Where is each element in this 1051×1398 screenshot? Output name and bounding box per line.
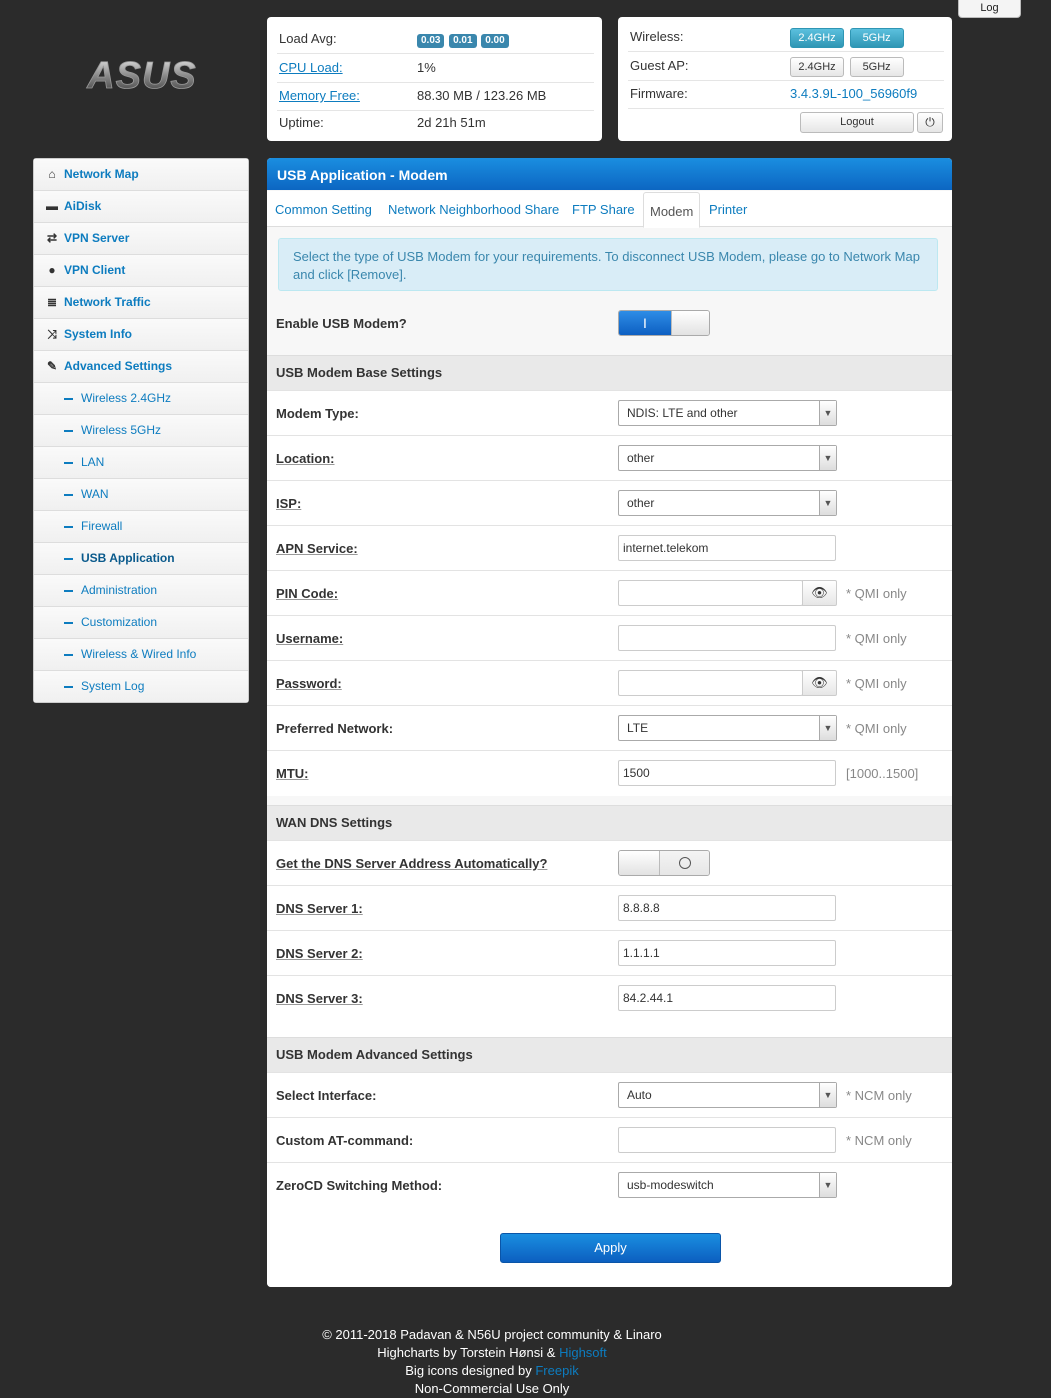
pin-row	[267, 570, 952, 616]
pin-hint: * QMI only	[846, 586, 907, 601]
password-label: Password:	[276, 676, 342, 691]
footer-license: Non-Commercial Use Only	[414, 1381, 570, 1396]
password-hint: * QMI only	[846, 676, 907, 691]
dash-icon	[64, 430, 73, 432]
asus-logo	[70, 55, 215, 105]
location-row	[267, 435, 952, 481]
pin-input[interactable]	[618, 580, 803, 606]
sidebar-item-system-info[interactable]: ⤨ System Info	[34, 319, 248, 351]
memory-row	[277, 82, 594, 111]
wireless-5-button[interactable]: 5GHz	[850, 28, 904, 48]
enable-usb-modem-row	[267, 301, 952, 346]
dash-icon	[64, 590, 73, 592]
isp-label: ISP:	[276, 496, 302, 511]
chevron-down-icon: ▼	[819, 716, 836, 740]
username-hint: * QMI only	[846, 631, 907, 646]
isp-select[interactable]: other ▼	[618, 490, 837, 516]
at-command-label: Custom AT-command:	[276, 1133, 414, 1148]
sidebar-item-network-traffic[interactable]: ≣ Network Traffic	[34, 287, 248, 319]
logout-button[interactable]: Logout	[800, 112, 914, 133]
sidebar-subitem-system-log[interactable]: System Log	[34, 671, 248, 702]
status-panel-wireless	[618, 17, 952, 141]
sidebar-item-network-map[interactable]: ⌂ Network Map	[34, 159, 248, 191]
firmware-row	[628, 80, 944, 109]
load-avg-row	[277, 25, 594, 54]
sidebar-subitem-wireless-wired-info[interactable]: Wireless & Wired Info	[34, 639, 248, 671]
cpu-load-link[interactable]: CPU Load:	[279, 60, 343, 75]
footer-icons: Big icons designed by	[405, 1363, 536, 1378]
off-circle-icon	[679, 857, 691, 869]
dash-icon	[64, 494, 73, 496]
show-password-button[interactable]	[802, 670, 837, 696]
dash-icon	[64, 526, 73, 528]
section-wan-dns: WAN DNS Settings	[267, 805, 952, 840]
guest-5-button[interactable]: 5GHz	[850, 57, 904, 77]
retweet-icon: ⇄	[46, 231, 58, 245]
page-title: USB Application - Modem	[267, 158, 952, 190]
freepik-link[interactable]: Freepik	[535, 1363, 579, 1378]
highsoft-link[interactable]: Highsoft	[559, 1345, 607, 1360]
apply-button[interactable]: Apply	[500, 1233, 721, 1263]
list-icon: ≣	[46, 295, 58, 309]
sidebar-item-aidisk[interactable]: ▬ AiDisk	[34, 191, 248, 223]
dns3-input[interactable]: 84.2.44.1	[618, 985, 836, 1011]
chevron-down-icon: ▼	[819, 1173, 836, 1197]
sidebar	[33, 158, 249, 703]
globe-icon: ●	[48, 263, 56, 277]
footer-highcharts: Highcharts by Torstein Hønsi &	[377, 1345, 560, 1360]
zerocd-row	[267, 1162, 952, 1287]
dash-icon	[64, 462, 73, 464]
tab-common-setting[interactable]: Common Setting	[275, 202, 372, 217]
tab-ftp-share[interactable]: FTP Share	[572, 202, 635, 217]
zerocd-label: ZeroCD Switching Method:	[276, 1178, 443, 1193]
sidebar-subitem-wireless-24[interactable]: Wireless 2.4GHz	[34, 383, 248, 415]
password-input[interactable]	[618, 670, 803, 696]
dash-icon	[64, 686, 73, 688]
dns-auto-label: Get the DNS Server Address Automatically?	[276, 856, 548, 871]
chevron-down-icon: ▼	[819, 401, 836, 425]
wireless-row	[628, 23, 944, 52]
hdd-icon: ▬	[46, 199, 58, 213]
info-alert: Select the type of USB Modem for your requirements. To disconnect USB Modem, please go to Network Map and click [Remove].	[278, 238, 938, 291]
dns1-input[interactable]: 8.8.8.8	[618, 895, 836, 921]
dns3-label: DNS Server 3:	[276, 991, 363, 1006]
password-row	[267, 660, 952, 706]
load-avg-1: 0.03	[417, 34, 444, 48]
dash-icon	[64, 398, 73, 400]
preferred-network-label: Preferred Network:	[276, 721, 394, 736]
dns3-row	[267, 975, 952, 1038]
cpu-load-value: 1%	[417, 60, 436, 75]
apn-label: APN Service:	[276, 541, 358, 556]
enable-usb-modem-label: Enable USB Modem?	[276, 316, 407, 331]
memory-free-value: 88.30 MB / 123.26 MB	[417, 88, 547, 103]
uptime-row	[277, 109, 594, 137]
dns-auto-toggle[interactable]	[618, 850, 710, 876]
apn-input[interactable]: internet.telekom	[618, 535, 836, 561]
wrench-icon: ✎	[46, 359, 58, 373]
memory-free-link[interactable]: Memory Free:	[279, 88, 360, 103]
power-icon: ⏻	[925, 115, 935, 129]
logout-row	[628, 108, 944, 136]
dns2-label: DNS Server 2:	[276, 946, 363, 961]
dns1-label: DNS Server 1:	[276, 901, 363, 916]
at-command-hint: * NCM only	[846, 1133, 912, 1148]
username-row	[267, 615, 952, 661]
tab-network-neighborhood-share[interactable]: Network Neighborhood Share	[388, 202, 560, 217]
firmware-link[interactable]: 3.4.3.9L-100_56960f9	[790, 86, 918, 101]
preferred-network-hint: * QMI only	[846, 721, 907, 736]
load-avg-15: 0.00	[481, 34, 508, 48]
dns2-row	[267, 930, 952, 976]
modem-type-select[interactable]: NDIS: LTE and other ▼	[618, 400, 837, 426]
main-panel	[267, 158, 952, 1287]
sidebar-item-vpn-client[interactable]: ● VPN Client	[34, 255, 248, 287]
footer-copyright: © 2011-2018 Padavan & N56U project community & Linaro	[322, 1327, 662, 1342]
sidebar-subitem-wan[interactable]: WAN	[34, 479, 248, 511]
footer	[0, 1326, 984, 1398]
cpu-load-row	[277, 54, 594, 83]
eye-icon: 👁	[811, 675, 828, 690]
username-input[interactable]	[618, 625, 836, 651]
preferred-network-select[interactable]: LTE ▼	[618, 715, 837, 741]
uptime-label: Uptime:	[279, 115, 324, 130]
sidebar-subitem-wireless-5[interactable]: Wireless 5GHz	[34, 415, 248, 447]
enable-usb-modem-toggle[interactable]: I	[618, 310, 710, 336]
firmware-label: Firmware:	[630, 86, 688, 101]
apn-row	[267, 525, 952, 571]
pin-label: PIN Code:	[276, 586, 339, 601]
tab-modem[interactable]: Modem	[643, 192, 700, 228]
sidebar-item-vpn-server[interactable]: ⇄ VPN Server	[34, 223, 248, 255]
mtu-input[interactable]: 1500	[618, 760, 836, 786]
tab-bar	[267, 191, 952, 227]
sidebar-item-advanced-settings[interactable]: ✎ Advanced Settings	[34, 351, 248, 383]
status-panel-system	[267, 17, 602, 141]
interface-hint: * NCM only	[846, 1088, 912, 1103]
interface-label: Select Interface:	[276, 1088, 377, 1103]
power-button[interactable]	[917, 112, 943, 133]
modem-type-row	[267, 390, 952, 436]
dns1-row	[267, 885, 952, 931]
chevron-down-icon: ▼	[819, 446, 836, 470]
random-icon: ⤨	[47, 327, 57, 341]
mtu-row	[267, 750, 952, 796]
home-icon: ⌂	[48, 167, 56, 181]
at-command-input[interactable]	[618, 1127, 836, 1153]
isp-row	[267, 480, 952, 526]
tab-printer[interactable]: Printer	[709, 202, 748, 217]
mtu-label: MTU:	[276, 766, 309, 781]
interface-row	[267, 1072, 952, 1118]
uptime-value: 2d 21h 51m	[417, 115, 486, 130]
dash-icon	[64, 558, 73, 560]
guest-24-button[interactable]: 2.4GHz	[790, 57, 844, 77]
section-base-settings: USB Modem Base Settings	[267, 355, 952, 390]
wireless-24-button[interactable]: 2.4GHz	[790, 28, 844, 48]
sidebar-subitem-firewall[interactable]: Firewall	[34, 511, 248, 543]
location-label: Location:	[276, 451, 335, 466]
show-pin-button[interactable]	[802, 580, 837, 606]
preferred-network-row	[267, 705, 952, 751]
interface-select[interactable]: Auto ▼	[618, 1082, 837, 1108]
username-label: Username:	[276, 631, 344, 646]
section-advanced: USB Modem Advanced Settings	[267, 1037, 952, 1072]
mtu-hint: [1000..1500]	[846, 766, 919, 781]
sidebar-subitem-usb-application[interactable]: USB Application	[34, 543, 248, 575]
eye-icon: 👁	[811, 585, 828, 600]
dns2-input[interactable]: 1.1.1.1	[618, 940, 836, 966]
dash-icon	[64, 622, 73, 624]
at-command-row	[267, 1117, 952, 1163]
guest-ap-label: Guest AP:	[630, 58, 689, 73]
load-avg-5: 0.01	[449, 34, 476, 48]
log-tab[interactable]: Log	[958, 0, 1021, 18]
sidebar-subitem-customization[interactable]: Customization	[34, 607, 248, 639]
dash-icon	[64, 654, 73, 656]
modem-type-label: Modem Type:	[276, 406, 359, 421]
wireless-label: Wireless:	[630, 29, 684, 44]
load-avg-label: Load Avg:	[279, 31, 337, 46]
location-select[interactable]: other ▼	[618, 445, 837, 471]
sidebar-subitem-lan[interactable]: LAN	[34, 447, 248, 479]
chevron-down-icon: ▼	[819, 491, 836, 515]
dns-auto-row	[267, 840, 952, 886]
chevron-down-icon: ▼	[819, 1083, 836, 1107]
guest-ap-row	[628, 52, 944, 81]
sidebar-subitem-administration[interactable]: Administration	[34, 575, 248, 607]
svg-text:ASUS: ASUS	[87, 55, 197, 97]
zerocd-select[interactable]: usb-modeswitch ▼	[618, 1172, 837, 1198]
